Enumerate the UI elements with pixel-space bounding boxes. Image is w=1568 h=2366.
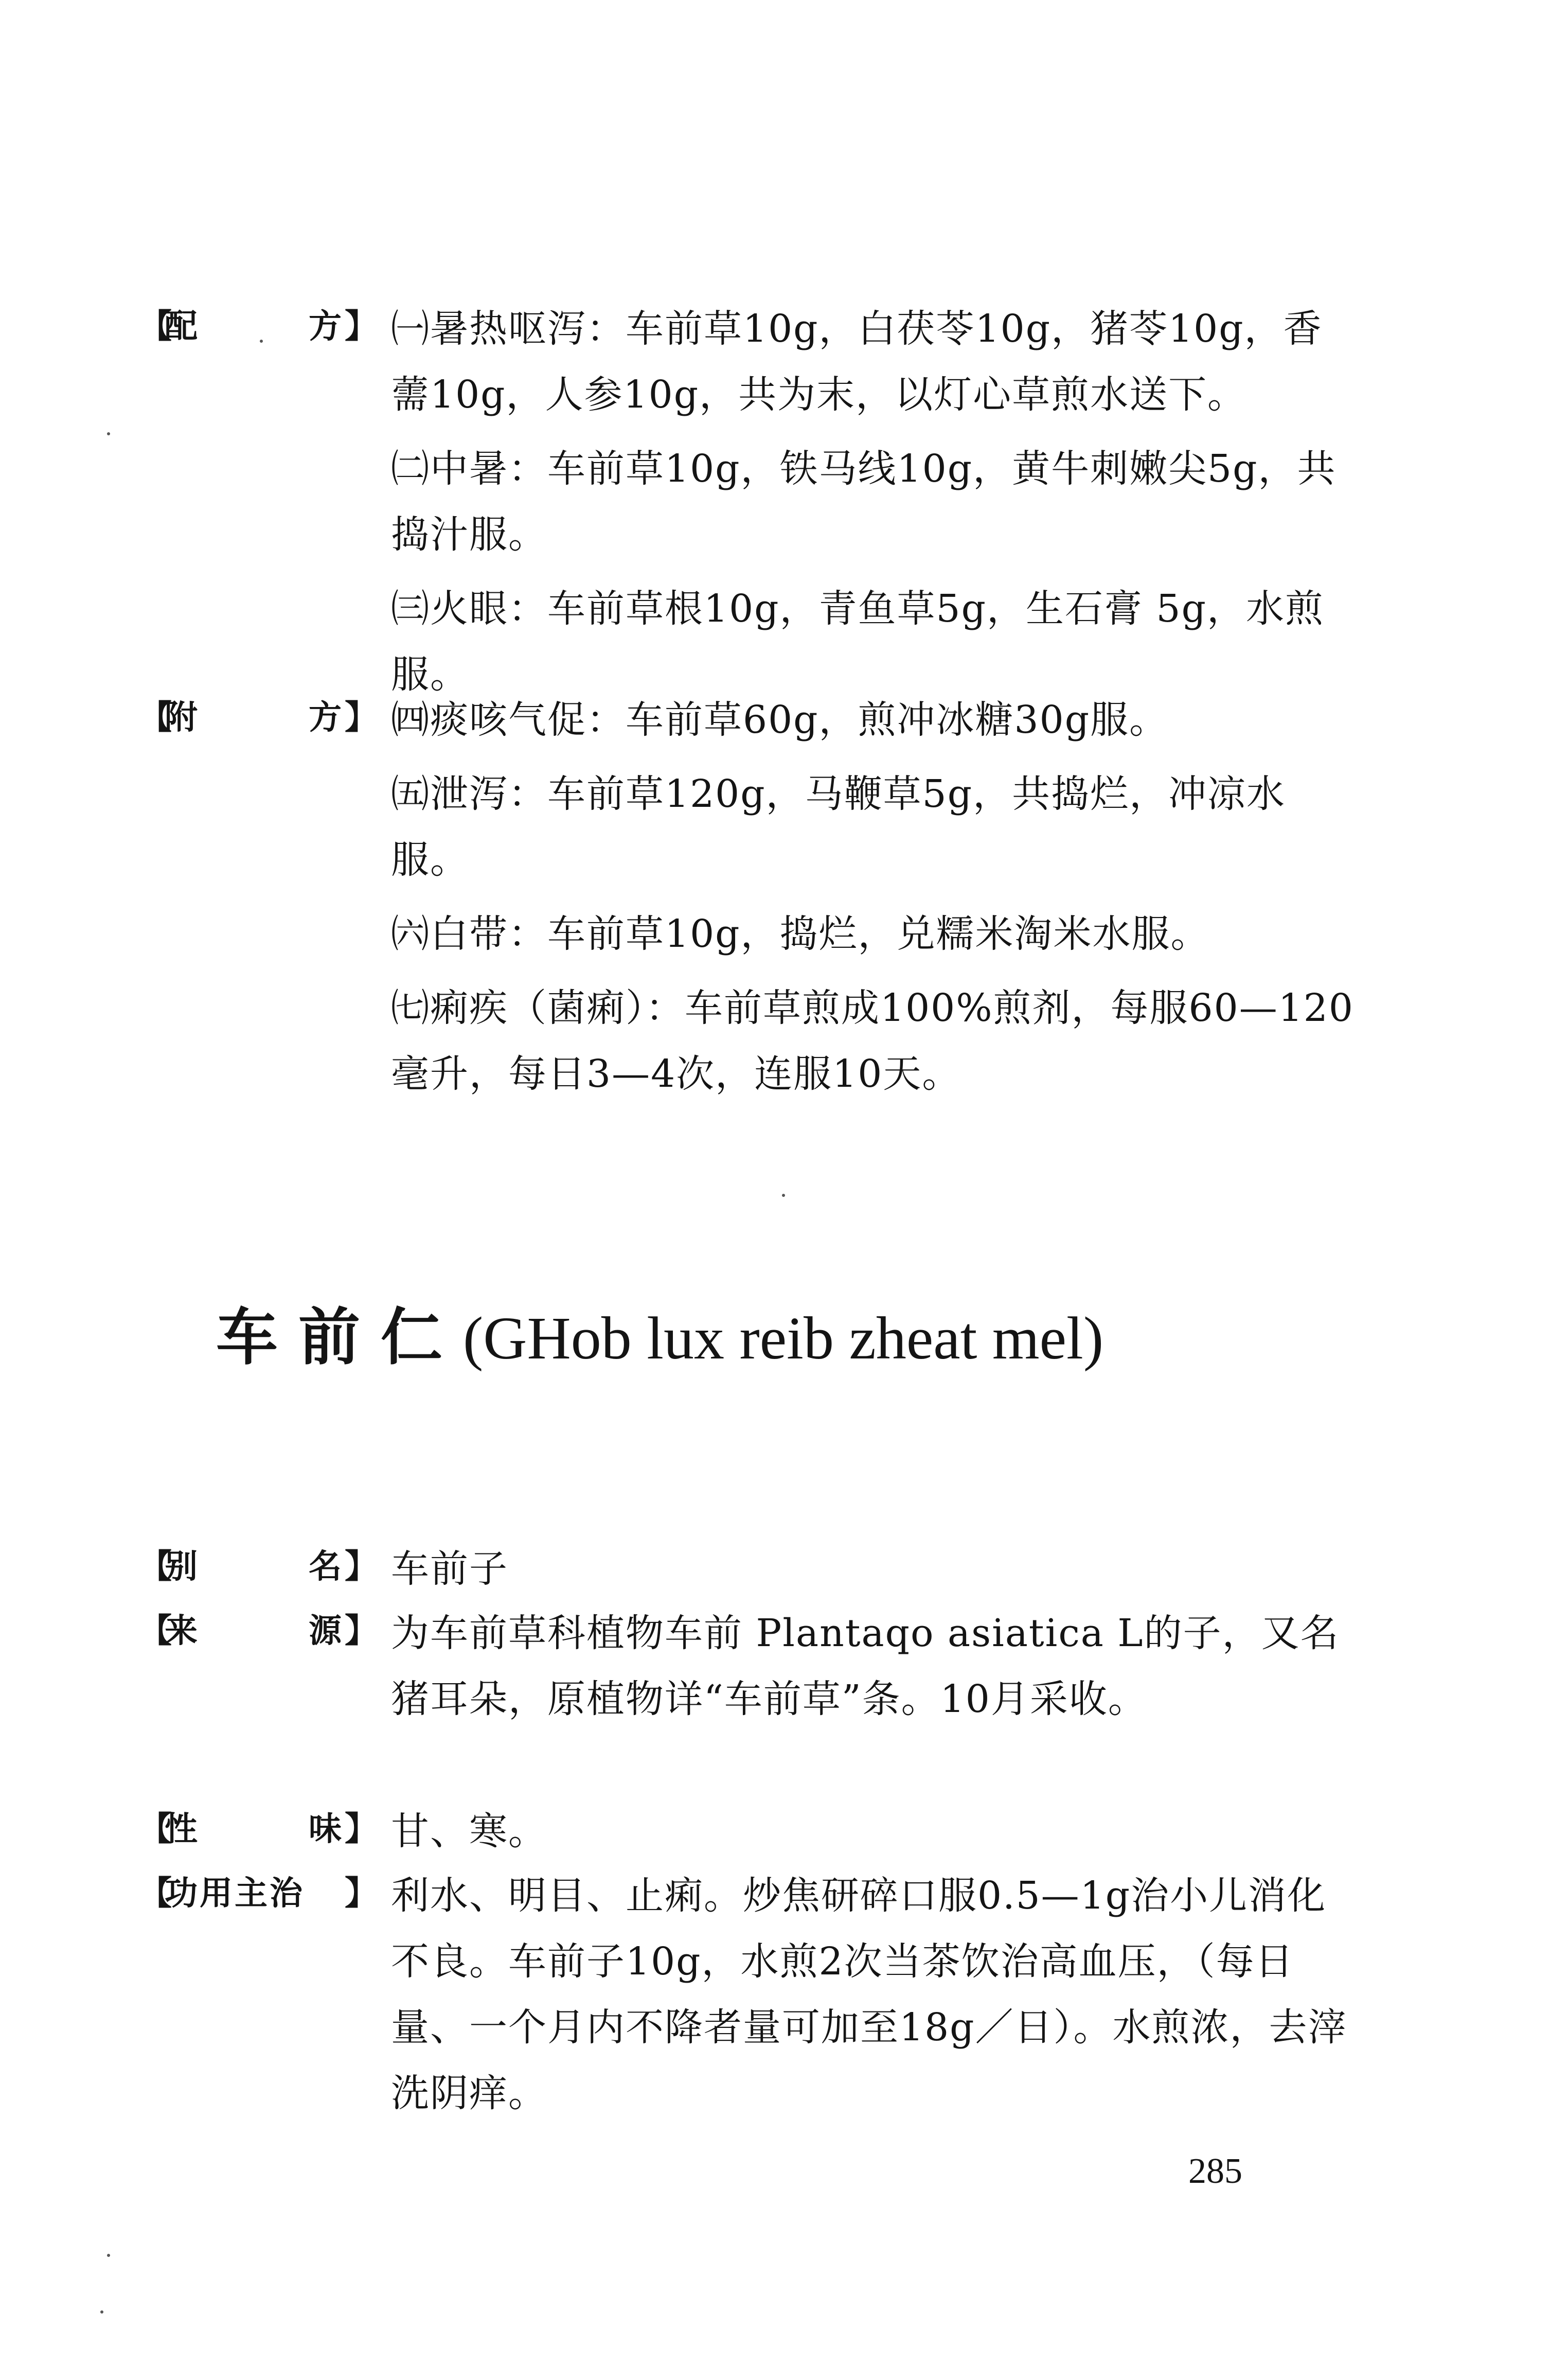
label-left-bracket: 【 [139,699,172,737]
label-char: 配 [165,308,198,346]
page-number: 285 [1188,2151,1242,2191]
supplement-text [391,687,1358,1107]
label-left-bracket: 【 [139,1548,172,1586]
formula-text [391,296,1358,708]
supplement-item: ㈥白带：车前草10g，捣烂，兑糯米淘米水服。 [391,912,1210,956]
taste-value: 甘、寒。 [391,1809,547,1853]
label-right-bracket: 】 [345,1810,378,1848]
label-char: 方 [309,699,342,737]
label-char: 别 [165,1548,198,1586]
entry-heading [216,1286,1399,1389]
source-text [391,1600,1358,1732]
heading-chinese: 车前仁 [216,1302,463,1373]
scan-speck [100,2310,103,2314]
formula-item: ㈠暑热呕泻：车前草10g，白茯苓10g，猪苓10g，香薷10g，人参10g，共为末，以灯心草煎水送下。 [391,307,1323,417]
scan-speck [107,2254,110,2257]
label-left-bracket: 【 [139,1612,172,1650]
label-char: 味 [309,1810,342,1848]
function-text [391,1863,1358,2126]
taste-text [391,1798,1358,1864]
label-char: 名 [309,1548,342,1586]
scan-speck [782,1194,785,1197]
alias-value: 车前子 [391,1547,508,1591]
scan-speck [107,432,110,435]
supplement-item: ㈤泄泻：车前草120g，马鞭草5g，共捣烂，冲凉水服。 [391,772,1286,882]
label-left-bracket: 【 [139,1810,172,1848]
label-char: 源 [309,1612,342,1650]
label-char: 性 [165,1810,198,1848]
label-text: 功用主治 [165,1875,305,1913]
label-char: 来 [165,1612,198,1650]
supplement-item: ㈣痰咳气促：车前草60g，煎冲冰糖30g服。 [391,698,1169,742]
label-char: 附 [165,699,198,737]
label-right-bracket: 】 [345,1875,378,1913]
label-right-bracket: 】 [345,1548,378,1586]
label-left-bracket: 【 [139,1875,172,1913]
scan-speck [260,340,263,343]
label-right-bracket: 】 [345,308,378,346]
source-value: 为车前草科植物车前 Plantaqo asiatica L的子，又名猪耳朵，原植物详“车前草”条。10月采收。 [391,1611,1340,1721]
formula-item: ㈢火眼：车前草根10g，青鱼草5g，生石膏 5g，水煎服。 [391,587,1324,697]
label-right-bracket: 】 [345,699,378,737]
label-right-bracket: 】 [345,1612,378,1650]
function-value: 利水、明目、止痢。炒焦研碎口服0.5—1g治小儿消化不良。车前子10g，水煎2次当茶饮治高血压，（每日量、一个月内不降者量可加至18g／日）。水煎浓，去滓洗阴痒。 [391,1874,1347,2115]
heading-pinyin: (GHob lux reib zheat mel) [463,1304,1104,1372]
alias-text [391,1536,1358,1602]
label-left-bracket: 【 [139,308,172,346]
label-char: 方 [309,308,342,346]
supplement-item: ㈦痢疾（菌痢）：车前草煎成100%煎剂，每服60—120毫升，每日3—4次，连服10天。 [391,986,1354,1096]
formula-item: ㈡中暑：车前草10g，铁马线10g，黄牛刺嫩尖5g，共捣汁服。 [391,447,1337,557]
